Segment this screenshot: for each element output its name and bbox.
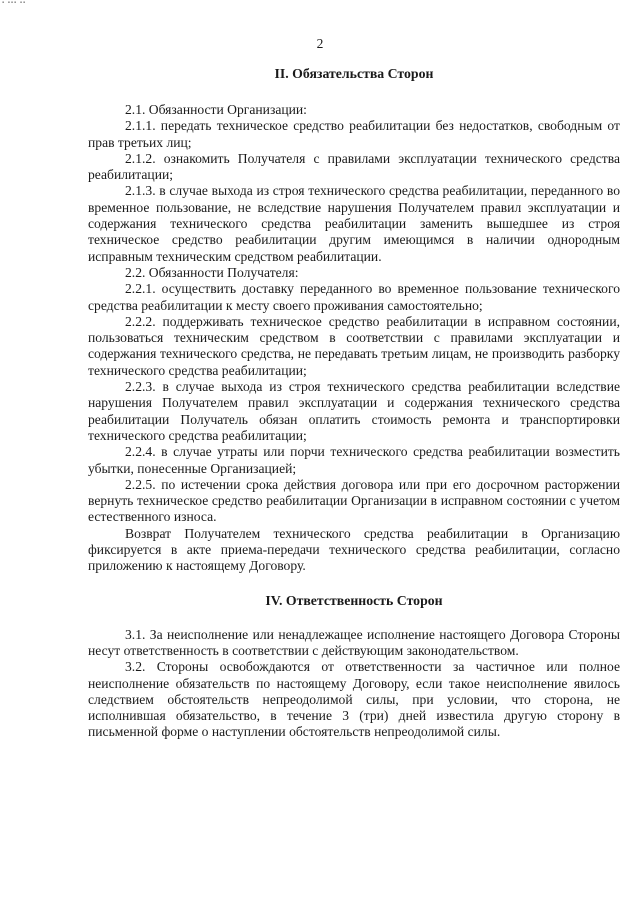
paragraph-2-2-3: 2.2.3. в случае выхода из строя технического средства реабилитации вследствие нарушения Получателем правил эксплуатации и содержания технического средства реабилитации Получатель обязан оплатить стоимость ремонта и транспортировки технического средства реабилитации; — [88, 379, 620, 443]
paragraph-2-2-1: 2.2.1. осуществить доставку переданного во временное пользование технического средства реабилитации к месту своего проживания самостоятельно; — [88, 281, 620, 313]
paragraph-2-2-5: 2.2.5. по истечении срока действия договора или при его досрочном расторжении вернуть техническое средство реабилитации Организации в исправном состоянии с учетом естественного износа. — [88, 476, 620, 525]
paragraph-return: Возврат Получателем технического средства реабилитации в Организацию фиксируется в акте приема-передачи технического средства реабилитации, согласно приложению к настоящему Договору. — [88, 525, 620, 574]
document-body — [88, 64, 620, 741]
page-number: 2 — [316, 36, 324, 51]
paragraph-2-1: 2.1. Обязанности Организации: — [125, 102, 307, 117]
paragraph-3-1: 3.1. За неисполнение или ненадлежащее исполнение настоящего Договора Стороны несут ответственность в соответствии с действующим законодательством. — [88, 626, 620, 658]
paragraph-2-1-3: 2.1.3. в случае выхода из строя технического средства реабилитации, переданного во временное пользование, не вследствие нарушения Получателем правил эксплуатации и содержания технического средства реабилитации заменить вышедшее из строя техническое средство реабилитации другим имеющимся в наличии однородным исправным техническим средством реабилитации. — [88, 183, 620, 264]
paragraph-2-1-2: 2.1.2. ознакомить Получателя с правилами эксплуатации технического средства реабилитации; — [88, 150, 620, 183]
scan-corner-mark: ▪ ▪▪▪ ▪▪ — [2, 0, 27, 6]
section-heading-obligations: II. Обязательства Сторон — [274, 66, 434, 81]
paragraph-3-2: 3.2. Стороны освобождаются от ответственности за частичное или полное неисполнение обязательств по настоящему Договору, если такое неисполнение явилось следствием обстоятельств непреодолимой силы, при условии, что сторона, не исполнившая обязательство, в течение 3 (три) дней известила другую сторону в письменной форме о наступлении обстоятельств непреодолимой силы. — [88, 659, 620, 740]
paragraph-2-2-2: 2.2.2. поддерживать техническое средство реабилитации в исправном состоянии, пользоваться техническим средством в соответствии с правилами эксплуатации и содержания технического средства, не передавать третьим лицам, не производить разборку технического средства реабилитации; — [88, 313, 620, 378]
paragraph-2-2-4: 2.2.4. в случае утраты или порчи технического средства реабилитации возместить убытки, понесенные Организацией; — [88, 444, 620, 476]
paragraph-2-1-1: 2.1.1. передать техническое средство реабилитации без недостатков, свободным от прав третьих лиц; — [88, 118, 620, 150]
section-heading-responsibility: IV. Ответственность Сторон — [265, 592, 443, 608]
paragraph-2-2: 2.2. Обязанности Получателя: — [125, 264, 299, 280]
